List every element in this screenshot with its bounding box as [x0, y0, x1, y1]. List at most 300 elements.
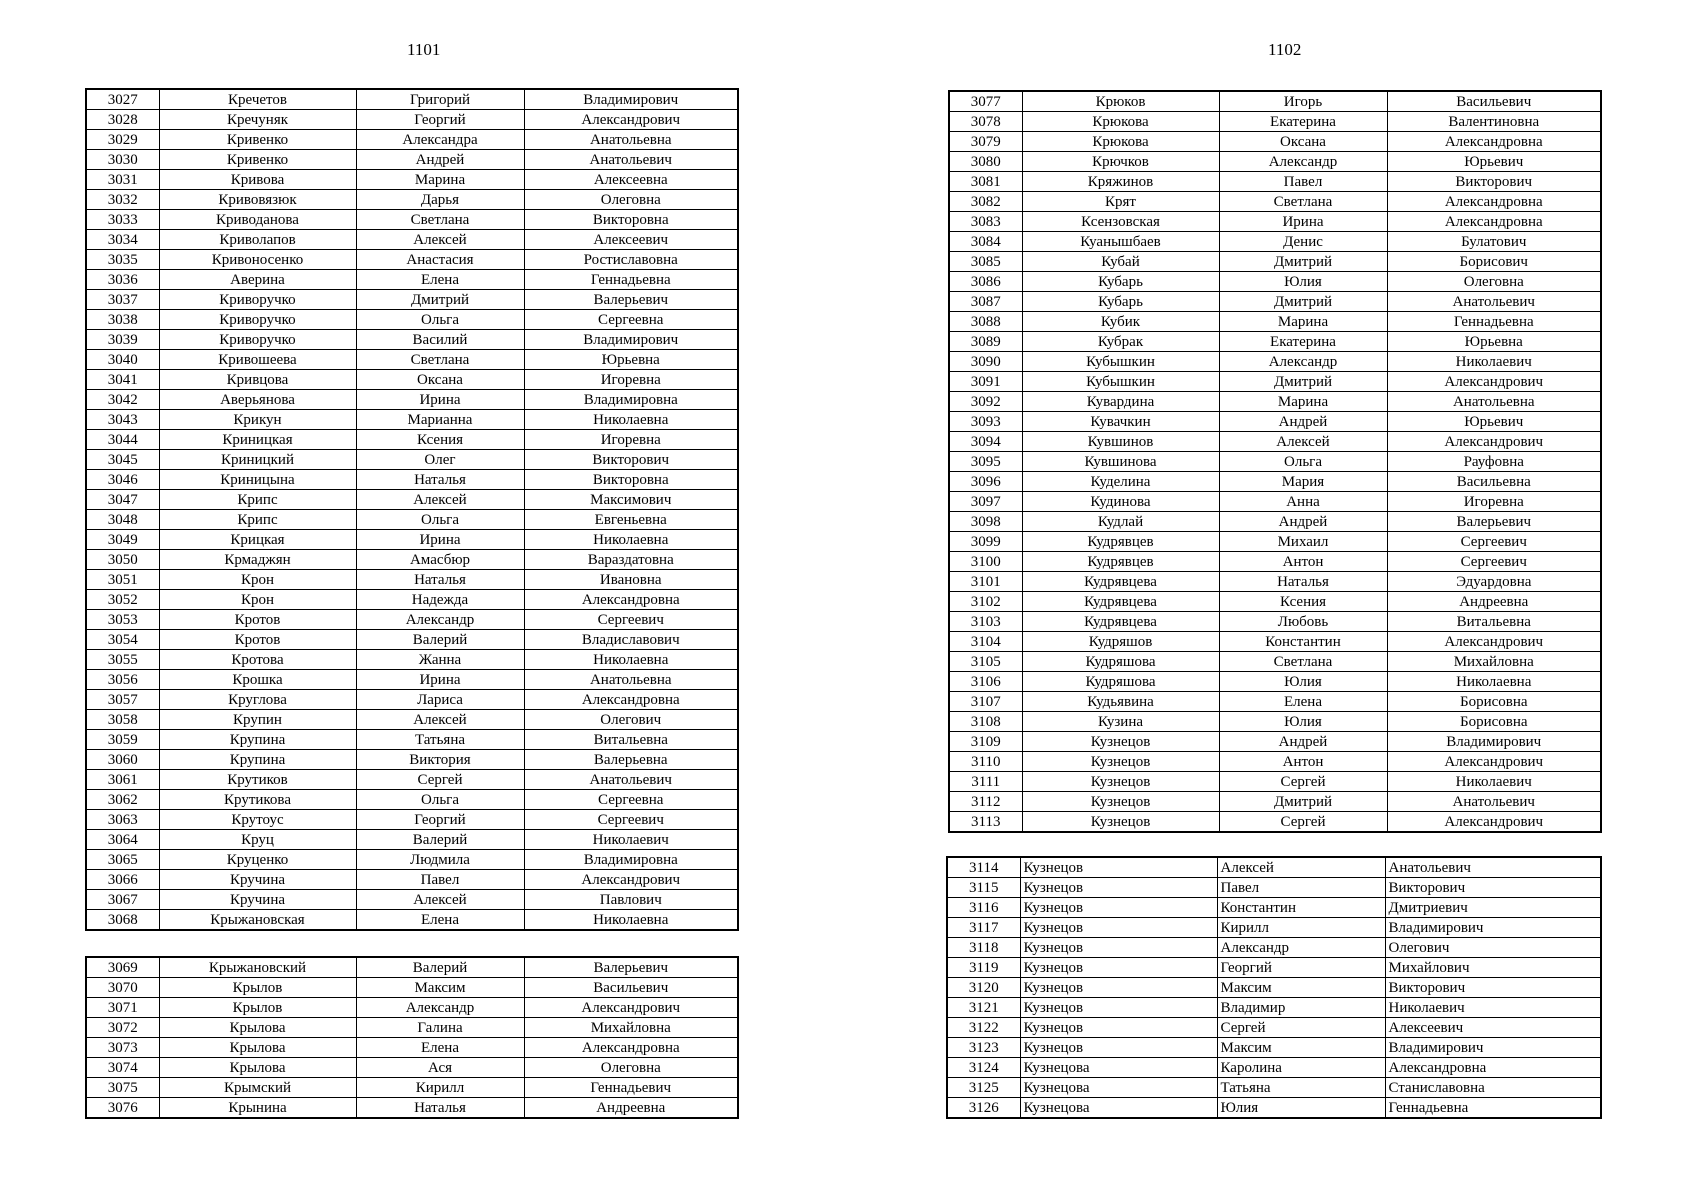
table-row: [947, 857, 1601, 878]
cell-surname: Кудряшов: [1022, 632, 1219, 652]
table-row: [949, 272, 1601, 292]
cell-surname: Кузнецов: [1022, 732, 1219, 752]
cell-surname: Кудряшова: [1022, 652, 1219, 672]
cell-surname: Ксензовская: [1022, 212, 1219, 232]
cell-row-number: 3116: [947, 898, 1020, 918]
cell-surname: Кривова: [159, 170, 356, 190]
cell-first-name: Наталья: [356, 1098, 524, 1119]
cell-surname: Кудлай: [1022, 512, 1219, 532]
cell-row-number: 3058: [86, 710, 159, 730]
table-row: [86, 110, 738, 130]
cell-surname: Кречуняк: [159, 110, 356, 130]
table-row: [86, 470, 738, 490]
cell-first-name: Галина: [356, 1018, 524, 1038]
cell-first-name: Ксения: [1219, 592, 1387, 612]
cell-row-number: 3041: [86, 370, 159, 390]
cell-patronymic: Викторович: [1387, 172, 1601, 192]
cell-row-number: 3106: [949, 672, 1022, 692]
table-row: [86, 170, 738, 190]
table-row: [949, 112, 1601, 132]
cell-surname: Крутоус: [159, 810, 356, 830]
cell-row-number: 3087: [949, 292, 1022, 312]
table-row: [86, 790, 738, 810]
cell-surname: Криницына: [159, 470, 356, 490]
cell-surname: Круценко: [159, 850, 356, 870]
cell-first-name: Дмитрий: [1219, 792, 1387, 812]
cell-surname: Кречетов: [159, 89, 356, 110]
cell-surname: Кротов: [159, 630, 356, 650]
table-row: [947, 938, 1601, 958]
cell-row-number: 3055: [86, 650, 159, 670]
cell-first-name: Оксана: [1219, 132, 1387, 152]
table-row: [949, 732, 1601, 752]
cell-patronymic: Юрьевна: [1387, 332, 1601, 352]
cell-patronymic: Васильевич: [524, 978, 738, 998]
cell-first-name: Андрей: [1219, 732, 1387, 752]
cell-row-number: 3092: [949, 392, 1022, 412]
table-row: [86, 750, 738, 770]
cell-first-name: Надежда: [356, 590, 524, 610]
cell-first-name: Дмитрий: [1219, 292, 1387, 312]
cell-first-name: Сергей: [1219, 812, 1387, 833]
cell-patronymic: Александрович: [524, 870, 738, 890]
cell-surname: Кузнецов: [1020, 978, 1217, 998]
cell-patronymic: Николаевич: [1387, 772, 1601, 792]
cell-first-name: Екатерина: [1219, 332, 1387, 352]
cell-first-name: Максим: [1217, 978, 1385, 998]
cell-patronymic: Геннадьевна: [1387, 312, 1601, 332]
cell-first-name: Павел: [356, 870, 524, 890]
cell-patronymic: Александрович: [1387, 432, 1601, 452]
table-row: [949, 472, 1601, 492]
cell-row-number: 3053: [86, 610, 159, 630]
cell-first-name: Андрей: [1219, 412, 1387, 432]
table-row: [949, 392, 1601, 412]
cell-patronymic: Александровна: [524, 590, 738, 610]
cell-surname: Кривенко: [159, 150, 356, 170]
cell-first-name: Татьяна: [1217, 1078, 1385, 1098]
cell-row-number: 3086: [949, 272, 1022, 292]
cell-first-name: Ксения: [356, 430, 524, 450]
cell-row-number: 3067: [86, 890, 159, 910]
cell-first-name: Ирина: [356, 530, 524, 550]
cell-patronymic: Викторович: [524, 450, 738, 470]
cell-patronymic: Андреевна: [524, 1098, 738, 1119]
cell-patronymic: Валерьевич: [524, 957, 738, 978]
cell-row-number: 3065: [86, 850, 159, 870]
cell-first-name: Валерий: [356, 957, 524, 978]
cell-surname: Кручина: [159, 890, 356, 910]
table-row: [949, 632, 1601, 652]
cell-first-name: Алексей: [1217, 857, 1385, 878]
cell-first-name: Алексей: [1219, 432, 1387, 452]
cell-surname: Крылов: [159, 998, 356, 1018]
cell-first-name: Максим: [1217, 1038, 1385, 1058]
cell-first-name: Сергей: [356, 770, 524, 790]
cell-row-number: 3063: [86, 810, 159, 830]
cell-patronymic: Эдуардовна: [1387, 572, 1601, 592]
cell-row-number: 3081: [949, 172, 1022, 192]
cell-first-name: Ася: [356, 1058, 524, 1078]
cell-first-name: Юлия: [1219, 672, 1387, 692]
cell-surname: Крутиков: [159, 770, 356, 790]
cell-first-name: Оксана: [356, 370, 524, 390]
cell-surname: Кузнецов: [1022, 812, 1219, 833]
cell-surname: Крон: [159, 590, 356, 610]
cell-surname: Крымский: [159, 1078, 356, 1098]
table-row: [949, 192, 1601, 212]
table-row: [947, 1058, 1601, 1078]
cell-first-name: Алексей: [356, 490, 524, 510]
cell-row-number: 3088: [949, 312, 1022, 332]
cell-first-name: Ольга: [356, 310, 524, 330]
table-row: [949, 672, 1601, 692]
cell-first-name: Василий: [356, 330, 524, 350]
cell-surname: Крыжановская: [159, 910, 356, 931]
cell-patronymic: Анатольевич: [1387, 792, 1601, 812]
cell-first-name: Каролина: [1217, 1058, 1385, 1078]
cell-first-name: Анастасия: [356, 250, 524, 270]
cell-row-number: 3056: [86, 670, 159, 690]
table-row: [86, 978, 738, 998]
cell-row-number: 3124: [947, 1058, 1020, 1078]
cell-first-name: Григорий: [356, 89, 524, 110]
cell-row-number: 3049: [86, 530, 159, 550]
cell-row-number: 3123: [947, 1038, 1020, 1058]
cell-patronymic: Николаевич: [524, 830, 738, 850]
cell-patronymic: Николаевна: [1387, 672, 1601, 692]
table-row: [86, 330, 738, 350]
cell-row-number: 3070: [86, 978, 159, 998]
cell-patronymic: Владимировна: [524, 390, 738, 410]
cell-patronymic: Борисовна: [1387, 712, 1601, 732]
cell-first-name: Наталья: [1219, 572, 1387, 592]
cell-surname: Кузнецов: [1020, 998, 1217, 1018]
table-row: [86, 290, 738, 310]
cell-first-name: Ольга: [356, 510, 524, 530]
cell-first-name: Светлана: [356, 350, 524, 370]
cell-patronymic: Николаевна: [524, 910, 738, 931]
cell-first-name: Андрей: [356, 150, 524, 170]
cell-surname: Крюкова: [1022, 132, 1219, 152]
cell-surname: Крон: [159, 570, 356, 590]
table-row: [86, 190, 738, 210]
cell-surname: Кривовязюк: [159, 190, 356, 210]
cell-surname: Кубышкин: [1022, 352, 1219, 372]
table-row: [86, 810, 738, 830]
cell-first-name: Марина: [356, 170, 524, 190]
cell-row-number: 3121: [947, 998, 1020, 1018]
cell-row-number: 3112: [949, 792, 1022, 812]
cell-first-name: Светлана: [1219, 652, 1387, 672]
cell-surname: Кудрявцева: [1022, 612, 1219, 632]
cell-row-number: 3071: [86, 998, 159, 1018]
cell-surname: Кузнецов: [1020, 1018, 1217, 1038]
cell-surname: Крмаджян: [159, 550, 356, 570]
cell-surname: Кувшинов: [1022, 432, 1219, 452]
cell-first-name: Жанна: [356, 650, 524, 670]
cell-patronymic: Валентиновна: [1387, 112, 1601, 132]
cell-first-name: Мария: [1219, 472, 1387, 492]
table-row: [949, 152, 1601, 172]
cell-patronymic: Анатольевна: [1387, 392, 1601, 412]
cell-row-number: 3040: [86, 350, 159, 370]
table-row: [947, 998, 1601, 1018]
cell-patronymic: Игоревна: [1387, 492, 1601, 512]
cell-row-number: 3030: [86, 150, 159, 170]
cell-patronymic: Евгеньевна: [524, 510, 738, 530]
cell-patronymic: Валерьевна: [524, 750, 738, 770]
cell-row-number: 3059: [86, 730, 159, 750]
cell-patronymic: Михайлович: [1385, 958, 1601, 978]
table-row: [86, 1038, 738, 1058]
cell-surname: Кузнецова: [1020, 1078, 1217, 1098]
cell-first-name: Елена: [356, 1038, 524, 1058]
cell-row-number: 3118: [947, 938, 1020, 958]
cell-first-name: Сергей: [1219, 772, 1387, 792]
cell-patronymic: Викторович: [1385, 878, 1601, 898]
registry-table-right-2: [946, 856, 1602, 1119]
cell-first-name: Светлана: [1219, 192, 1387, 212]
table-row: [947, 1018, 1601, 1038]
table-row: [86, 1018, 738, 1038]
cell-row-number: 3031: [86, 170, 159, 190]
table-row: [949, 332, 1601, 352]
table-row: [86, 510, 738, 530]
cell-first-name: Кирилл: [1217, 918, 1385, 938]
table-row: [86, 550, 738, 570]
cell-patronymic: Витальевна: [1387, 612, 1601, 632]
table-row: [86, 830, 738, 850]
cell-row-number: 3108: [949, 712, 1022, 732]
cell-first-name: Павел: [1219, 172, 1387, 192]
cell-first-name: Алексей: [356, 230, 524, 250]
cell-surname: Куделина: [1022, 472, 1219, 492]
cell-first-name: Антон: [1219, 552, 1387, 572]
table-row: [949, 792, 1601, 812]
table-row: [86, 770, 738, 790]
table-row: [947, 1078, 1601, 1098]
cell-patronymic: Александрович: [524, 110, 738, 130]
cell-surname: Куанышбаев: [1022, 232, 1219, 252]
cell-row-number: 3090: [949, 352, 1022, 372]
cell-row-number: 3117: [947, 918, 1020, 938]
cell-patronymic: Юрьевна: [524, 350, 738, 370]
cell-first-name: Георгий: [356, 810, 524, 830]
cell-row-number: 3120: [947, 978, 1020, 998]
cell-row-number: 3033: [86, 210, 159, 230]
cell-surname: Кузнецов: [1022, 772, 1219, 792]
cell-row-number: 3068: [86, 910, 159, 931]
cell-row-number: 3126: [947, 1098, 1020, 1119]
cell-surname: Кривцова: [159, 370, 356, 390]
cell-surname: Кубай: [1022, 252, 1219, 272]
cell-row-number: 3061: [86, 770, 159, 790]
cell-first-name: Дмитрий: [1219, 252, 1387, 272]
table-row: [949, 212, 1601, 232]
cell-surname: Крупина: [159, 730, 356, 750]
cell-surname: Крят: [1022, 192, 1219, 212]
cell-row-number: 3093: [949, 412, 1022, 432]
cell-patronymic: Алексеевич: [524, 230, 738, 250]
cell-first-name: Юлия: [1219, 272, 1387, 292]
cell-row-number: 3109: [949, 732, 1022, 752]
cell-surname: Кудрявцева: [1022, 572, 1219, 592]
cell-row-number: 3057: [86, 690, 159, 710]
cell-first-name: Валерий: [356, 630, 524, 650]
table-row: [86, 390, 738, 410]
cell-row-number: 3027: [86, 89, 159, 110]
cell-surname: Криволапов: [159, 230, 356, 250]
cell-patronymic: Николаевна: [524, 650, 738, 670]
cell-row-number: 3098: [949, 512, 1022, 532]
cell-row-number: 3110: [949, 752, 1022, 772]
cell-patronymic: Владимирович: [1387, 732, 1601, 752]
page-number-right: 1102: [1268, 40, 1302, 59]
table-row: [86, 850, 738, 870]
cell-row-number: 3095: [949, 452, 1022, 472]
table-row: [949, 452, 1601, 472]
table-row: [947, 1038, 1601, 1058]
table-row: [86, 1098, 738, 1119]
cell-patronymic: Юрьевич: [1387, 412, 1601, 432]
table-row: [949, 352, 1601, 372]
table-row: [949, 372, 1601, 392]
cell-row-number: 3039: [86, 330, 159, 350]
cell-first-name: Константин: [1219, 632, 1387, 652]
table-row: [86, 89, 738, 110]
page-number-left: 1101: [407, 40, 441, 59]
cell-patronymic: Викторовна: [524, 470, 738, 490]
cell-row-number: 3078: [949, 112, 1022, 132]
cell-surname: Крипс: [159, 510, 356, 530]
cell-first-name: Алексей: [356, 710, 524, 730]
cell-row-number: 3062: [86, 790, 159, 810]
table-row: [949, 91, 1601, 112]
cell-patronymic: Анатольевич: [524, 150, 738, 170]
cell-row-number: 3119: [947, 958, 1020, 978]
cell-row-number: 3043: [86, 410, 159, 430]
cell-row-number: 3097: [949, 492, 1022, 512]
cell-first-name: Георгий: [1217, 958, 1385, 978]
table-row: [86, 230, 738, 250]
cell-patronymic: Викторовна: [524, 210, 738, 230]
cell-row-number: 3105: [949, 652, 1022, 672]
cell-patronymic: Валерьевич: [524, 290, 738, 310]
cell-row-number: 3037: [86, 290, 159, 310]
cell-surname: Крипс: [159, 490, 356, 510]
cell-first-name: Александр: [1217, 938, 1385, 958]
cell-patronymic: Александровна: [1385, 1058, 1601, 1078]
cell-surname: Кривошеева: [159, 350, 356, 370]
table-row: [949, 772, 1601, 792]
cell-surname: Крылова: [159, 1018, 356, 1038]
cell-patronymic: Сергеевич: [524, 610, 738, 630]
cell-first-name: Дмитрий: [1219, 372, 1387, 392]
cell-row-number: 3035: [86, 250, 159, 270]
cell-first-name: Лариса: [356, 690, 524, 710]
cell-first-name: Виктория: [356, 750, 524, 770]
cell-row-number: 3054: [86, 630, 159, 650]
cell-row-number: 3115: [947, 878, 1020, 898]
cell-patronymic: Анатольевич: [524, 770, 738, 790]
table-row: [86, 130, 738, 150]
table-row: [949, 252, 1601, 272]
cell-row-number: 3125: [947, 1078, 1020, 1098]
table-row: [86, 410, 738, 430]
cell-first-name: Сергей: [1217, 1018, 1385, 1038]
cell-row-number: 3048: [86, 510, 159, 530]
cell-first-name: Георгий: [356, 110, 524, 130]
cell-row-number: 3102: [949, 592, 1022, 612]
cell-row-number: 3045: [86, 450, 159, 470]
cell-surname: Кузнецова: [1020, 1058, 1217, 1078]
cell-first-name: Марина: [1219, 392, 1387, 412]
table-row: [86, 310, 738, 330]
cell-patronymic: Игоревна: [524, 370, 738, 390]
table-row: [86, 370, 738, 390]
cell-patronymic: Николаевич: [1387, 352, 1601, 372]
cell-patronymic: Рауфовна: [1387, 452, 1601, 472]
cell-first-name: Алексей: [356, 890, 524, 910]
cell-row-number: 3050: [86, 550, 159, 570]
cell-patronymic: Николаевна: [524, 410, 738, 430]
cell-patronymic: Олеговна: [1387, 272, 1601, 292]
cell-patronymic: Сергеевич: [524, 810, 738, 830]
table-row: [86, 530, 738, 550]
cell-first-name: Кирилл: [356, 1078, 524, 1098]
cell-surname: Кузнецов: [1020, 857, 1217, 878]
table-row: [86, 630, 738, 650]
cell-row-number: 3052: [86, 590, 159, 610]
cell-surname: Криводанова: [159, 210, 356, 230]
table-row: [947, 958, 1601, 978]
table-row: [947, 1098, 1601, 1119]
cell-surname: Кувардина: [1022, 392, 1219, 412]
cell-surname: Крыжановский: [159, 957, 356, 978]
cell-first-name: Антон: [1219, 752, 1387, 772]
cell-first-name: Любовь: [1219, 612, 1387, 632]
cell-row-number: 3114: [947, 857, 1020, 878]
cell-patronymic: Анатольевна: [524, 670, 738, 690]
cell-patronymic: Геннадьевна: [1385, 1098, 1601, 1119]
cell-row-number: 3080: [949, 152, 1022, 172]
table-row: [86, 430, 738, 450]
cell-first-name: Юлия: [1217, 1098, 1385, 1119]
cell-patronymic: Максимович: [524, 490, 738, 510]
cell-row-number: 3107: [949, 692, 1022, 712]
cell-surname: Кротова: [159, 650, 356, 670]
cell-patronymic: Сергеевна: [524, 310, 738, 330]
cell-row-number: 3028: [86, 110, 159, 130]
table-row: [86, 998, 738, 1018]
cell-row-number: 3072: [86, 1018, 159, 1038]
cell-row-number: 3100: [949, 552, 1022, 572]
cell-patronymic: Александровна: [1387, 192, 1601, 212]
registry-table-left-2: [85, 956, 739, 1119]
cell-patronymic: Анатольевна: [524, 130, 738, 150]
table-row: [949, 292, 1601, 312]
cell-row-number: 3077: [949, 91, 1022, 112]
cell-surname: Кряжинов: [1022, 172, 1219, 192]
cell-surname: Кузнецов: [1020, 938, 1217, 958]
cell-surname: Кузнецов: [1022, 752, 1219, 772]
table-row: [949, 132, 1601, 152]
cell-patronymic: Александрович: [1387, 632, 1601, 652]
cell-surname: Кузнецов: [1022, 792, 1219, 812]
cell-first-name: Амасбюр: [356, 550, 524, 570]
cell-patronymic: Сергеевна: [524, 790, 738, 810]
